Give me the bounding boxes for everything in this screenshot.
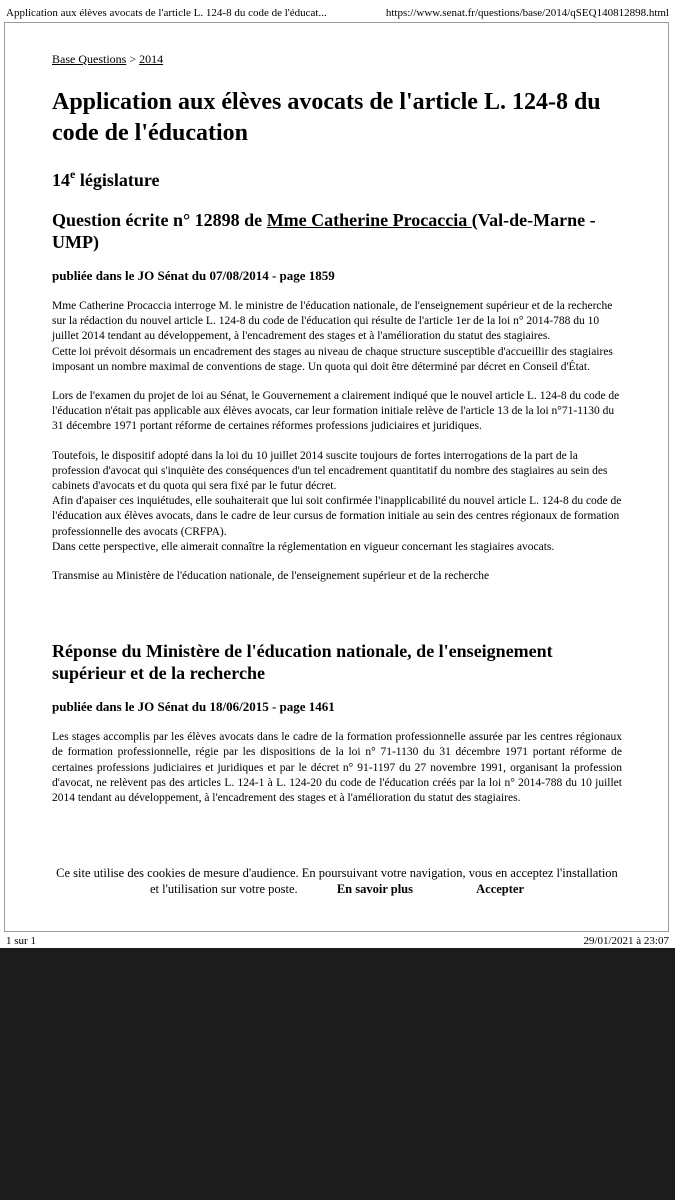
question-transmission: Transmise au Ministère de l'éducation nationale, de l'enseignement supérieur et de la recherche (52, 570, 490, 583)
cookie-banner (52, 865, 622, 897)
print-footer-datetime: 29/01/2021 à 23:07 (583, 935, 669, 947)
question-affiliation: (Val-de-Marne - UMP) (52, 210, 596, 252)
question-paragraph: Toutefois, le dispositif adopté dans la loi du 10 juillet 2014 suscite toujours de fortes interrogations de la part de la profession d'avocat qui s'inquiète des conséquences d'un tel encadrement quantitatif du nombre des stagiaires au sein des cabinets d'avocats et du quota qui sera fixé par le futur décret. (52, 449, 608, 493)
question-paragraph: Afin d'apaiser ces inquiétudes, elle souhaiterait que lui soit confirmée l'inapplicabilité du nouvel article L. 124-8 du code de l'éducation aux élèves avocats, dans le cadre de leur cursus de formation initiale au sein des centres régionaux de formation professionnelle des avocats (CRFPA). (52, 495, 622, 538)
question-paragraph: Cette loi prévoit désormais un encadrement des stages au niveau de chaque structure susceptible d'accueillir des stagiaires imposant un nombre maximal de conventions de stage. Un quota qui doit être déterminé par décret en Conseil d'État. (52, 345, 613, 373)
print-header-url: https://www.senat.fr/questions/base/2014/qSEQ140812898.html (385, 7, 669, 19)
response-published-date: publiée dans le JO Sénat du 18/06/2015 - page 1461 (52, 699, 335, 715)
question-paragraph: Dans cette perspective, elle aimerait connaître la réglementation en vigueur concernant les stagiaires avocats. (52, 540, 555, 553)
main-content (52, 51, 622, 806)
response-heading: Réponse du Ministère de l'éducation nationale, de l'enseignement supérieur et de la recherche (52, 641, 553, 684)
print-header-title: Application aux élèves avocats de l'article L. 124-8 du code de l'éducat... (6, 7, 327, 19)
legislature-number: 14 (52, 170, 70, 190)
legislature-label: législature (75, 170, 160, 190)
question-paragraph: Lors de l'examen du projet de loi au Sénat, le Gouvernement a clairement indiqué que le nouvel article L. 124-8 du code de l'éducation n'était pas applicable aux élèves avocats, car leur formation initiale relève de l'article 13 de la loi n°71-1130 du 31 décembre 1971 portant réforme de certaines réformes professions judiciaires et juridiques. (52, 390, 620, 433)
breadcrumb-separator: > (126, 52, 140, 66)
print-footer-page: 1 sur 1 (6, 935, 36, 947)
legislature-suffix: e (70, 167, 76, 181)
question-published-date: publiée dans le JO Sénat du 07/08/2014 - page 1859 (52, 268, 335, 283)
question-author-link[interactable]: Mme Catherine Procaccia (266, 210, 472, 230)
breadcrumb (52, 51, 622, 67)
accept-cookies-button[interactable]: Accepter (476, 882, 525, 896)
legislature (52, 169, 622, 191)
response-text: Les stages accomplis par les élèves avocats dans le cadre de la formation professionnelle assurée par les centres régionaux de formation professionnelle, régie par les dispositions de la loi n° 71-1130 du 31 décembre 1971 portant réforme de certaines professions judiciaires et juridiques et par le décret n° 91-1197 du 27 novembre 1991, organisant la profession d'avocat, ne relèvent pas des articles L. 124-1 à L. 124-20 du code de l'éducation créés par la loi n° 2014-788 du 10 juillet 2014 tendant au développement, à l'encadrement des stages et à l'amélioration du statut des stagiaires. (52, 731, 622, 805)
cookie-banner-text: Ce site utilise des cookies de mesure d'audience. En poursuivant votre navigation, vous en acceptez l'installation et l'utilisation sur votre poste. (56, 866, 618, 896)
question-heading (52, 209, 622, 253)
question-paragraph: Mme Catherine Procaccia interroge M. le ministre de l'éducation nationale, de l'enseignement supérieur et de la recherche sur la rédaction du nouvel article L. 124-8 du code de l'éducation qui résulte de l'article 1er de la loi n° 2014-788 du 10 juillet 2014 tendant au développement, à l'encadrement des stages et à l'amélioration du statut des stagiaires. (52, 300, 613, 343)
print-header (6, 6, 669, 20)
question-prefix: Question écrite n° 12898 de (52, 210, 267, 230)
page-title: Application aux élèves avocats de l'article L. 124-8 du code de l'éducation (52, 89, 601, 146)
breadcrumb-base-questions[interactable]: Base Questions (52, 52, 127, 66)
learn-more-button[interactable]: En savoir plus (336, 882, 414, 896)
print-footer (6, 934, 669, 948)
breadcrumb-year[interactable]: 2014 (139, 52, 164, 66)
